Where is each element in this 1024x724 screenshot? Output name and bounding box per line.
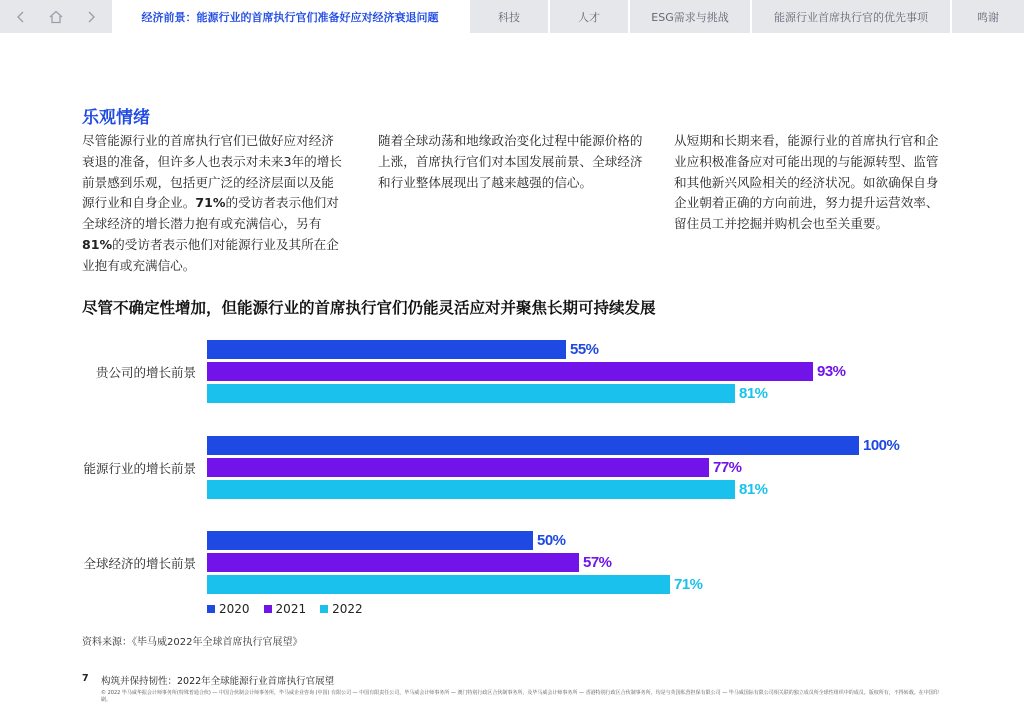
legend-item-2021 (264, 602, 307, 616)
legend-label-2021: 2021 (275, 602, 307, 616)
tab-technology[interactable]: 科技 (468, 0, 548, 33)
home-icon[interactable] (45, 6, 67, 28)
data-label-2021: 57% (583, 554, 612, 571)
bar-2022 (207, 384, 735, 403)
data-label-2022: 71% (674, 576, 703, 593)
text-column-3: 从短期和长期来看，能源行业的首席执行官和企业应积极准备应对可能出现的与能源转型、监管和其他新兴风险相关的经济状况。如欲确保自身企业朝着正确的方向前进，努力提升运营效率、留住员工并挖掘并购机会也至关重要。 (674, 133, 939, 232)
col1-highlight-81: 81% (82, 236, 113, 252)
bar-2022 (207, 480, 735, 499)
data-label-2020: 50% (537, 532, 566, 549)
data-label-2021: 93% (817, 363, 846, 380)
chart-legend (207, 602, 363, 616)
legend-swatch-2020 (207, 605, 215, 613)
legend-label-2022: 2022 (332, 602, 363, 616)
bar-2020 (207, 340, 566, 359)
chart-title: 尽管不确定性增加，但能源行业的首席执行官们仍能灵活应对并聚焦长期可持续发展 (82, 299, 656, 317)
data-label-2020: 55% (570, 341, 599, 358)
section-title: 乐观情绪 (82, 108, 150, 128)
category-label: 贵公司的增长前景 (95, 365, 196, 380)
legend-item-2020 (207, 602, 250, 616)
tab-ceo-priorities[interactable]: 能源行业首席执行官的优先事项 (750, 0, 950, 33)
category-label: 全球经济的增长前景 (83, 556, 196, 571)
nav-controls (0, 0, 112, 33)
bar-2020 (207, 531, 533, 550)
text-column-1 (82, 131, 344, 277)
col1-text-part-1: 尽管能源行业的首席执行官们已做好应对经济衰退的准备，但许多人也表示对未来3年的增长前景感到乐观，包括更广泛的经济层面以及能源行业和自身企业。 (82, 133, 342, 211)
text-column-2: 随着全球动荡和地缘政治变化过程中能源价格的上涨，首席执行官们对本国发展前景、全球经济和行业整体展现出了越来越强的信心。 (378, 133, 643, 190)
category-label: 能源行业的增长前景 (83, 461, 196, 476)
data-label-2020: 100% (863, 437, 900, 454)
legal-notice: © 2022 毕马威华振会计师事务所(特殊普通合伙) — 中国合伙制会计师事务所，毕马威企业咨询 (中国) 有限公司 — 中国有限责任公司，毕马威会计师事务所 — 澳门特别行政区合伙制事务所，及毕马威会计师事务所 — 香港特别行政区合伙制事务所，均是与英国私营担保有限公司 — 毕马威国际有限公司相关联的独立成员所全球性组织中的成员。版权所有，不得转载。在中国印刷。 (101, 690, 939, 703)
legend-swatch-2022 (320, 605, 328, 613)
tab-economic-outlook[interactable]: 经济前景：能源行业的首席执行官们准备好应对经济衰退问题 (112, 0, 468, 33)
bar-2020 (207, 436, 859, 455)
col1-text-part-3: 的受访者表示他们对能源行业及其所在企业抱有或充满信心。 (82, 236, 339, 273)
source-note: 资料来源：《毕马威2022年全球首席执行官展望》 (82, 637, 303, 648)
footer-title: 构筑并保持韧性：2022年全球能源行业首席执行官展望 (101, 676, 335, 687)
data-label-2022: 81% (739, 481, 768, 498)
legend-item-2022 (320, 602, 363, 616)
bar-2022 (207, 575, 670, 594)
col1-highlight-71: 71% (195, 195, 226, 211)
col1-text-part-2: 的受访者表示他们对全球经济的增长潜力抱有或充满信心，另有 (82, 195, 339, 232)
top-navigation (0, 0, 1024, 33)
bar-2021 (207, 458, 709, 477)
chevron-right-icon[interactable] (80, 6, 102, 28)
data-label-2022: 81% (739, 385, 768, 402)
legend-swatch-2021 (264, 605, 272, 613)
data-label-2021: 77% (713, 459, 742, 476)
tab-esg[interactable]: ESG需求与挑战 (628, 0, 750, 33)
tab-acknowledgements[interactable]: 鸣谢 (950, 0, 1024, 33)
chevron-left-icon[interactable] (10, 6, 32, 28)
legend-label-2020: 2020 (219, 602, 250, 616)
bar-2021 (207, 362, 813, 381)
page-number: 7 (82, 673, 89, 684)
tab-talent[interactable]: 人才 (548, 0, 628, 33)
bar-2021 (207, 553, 579, 572)
